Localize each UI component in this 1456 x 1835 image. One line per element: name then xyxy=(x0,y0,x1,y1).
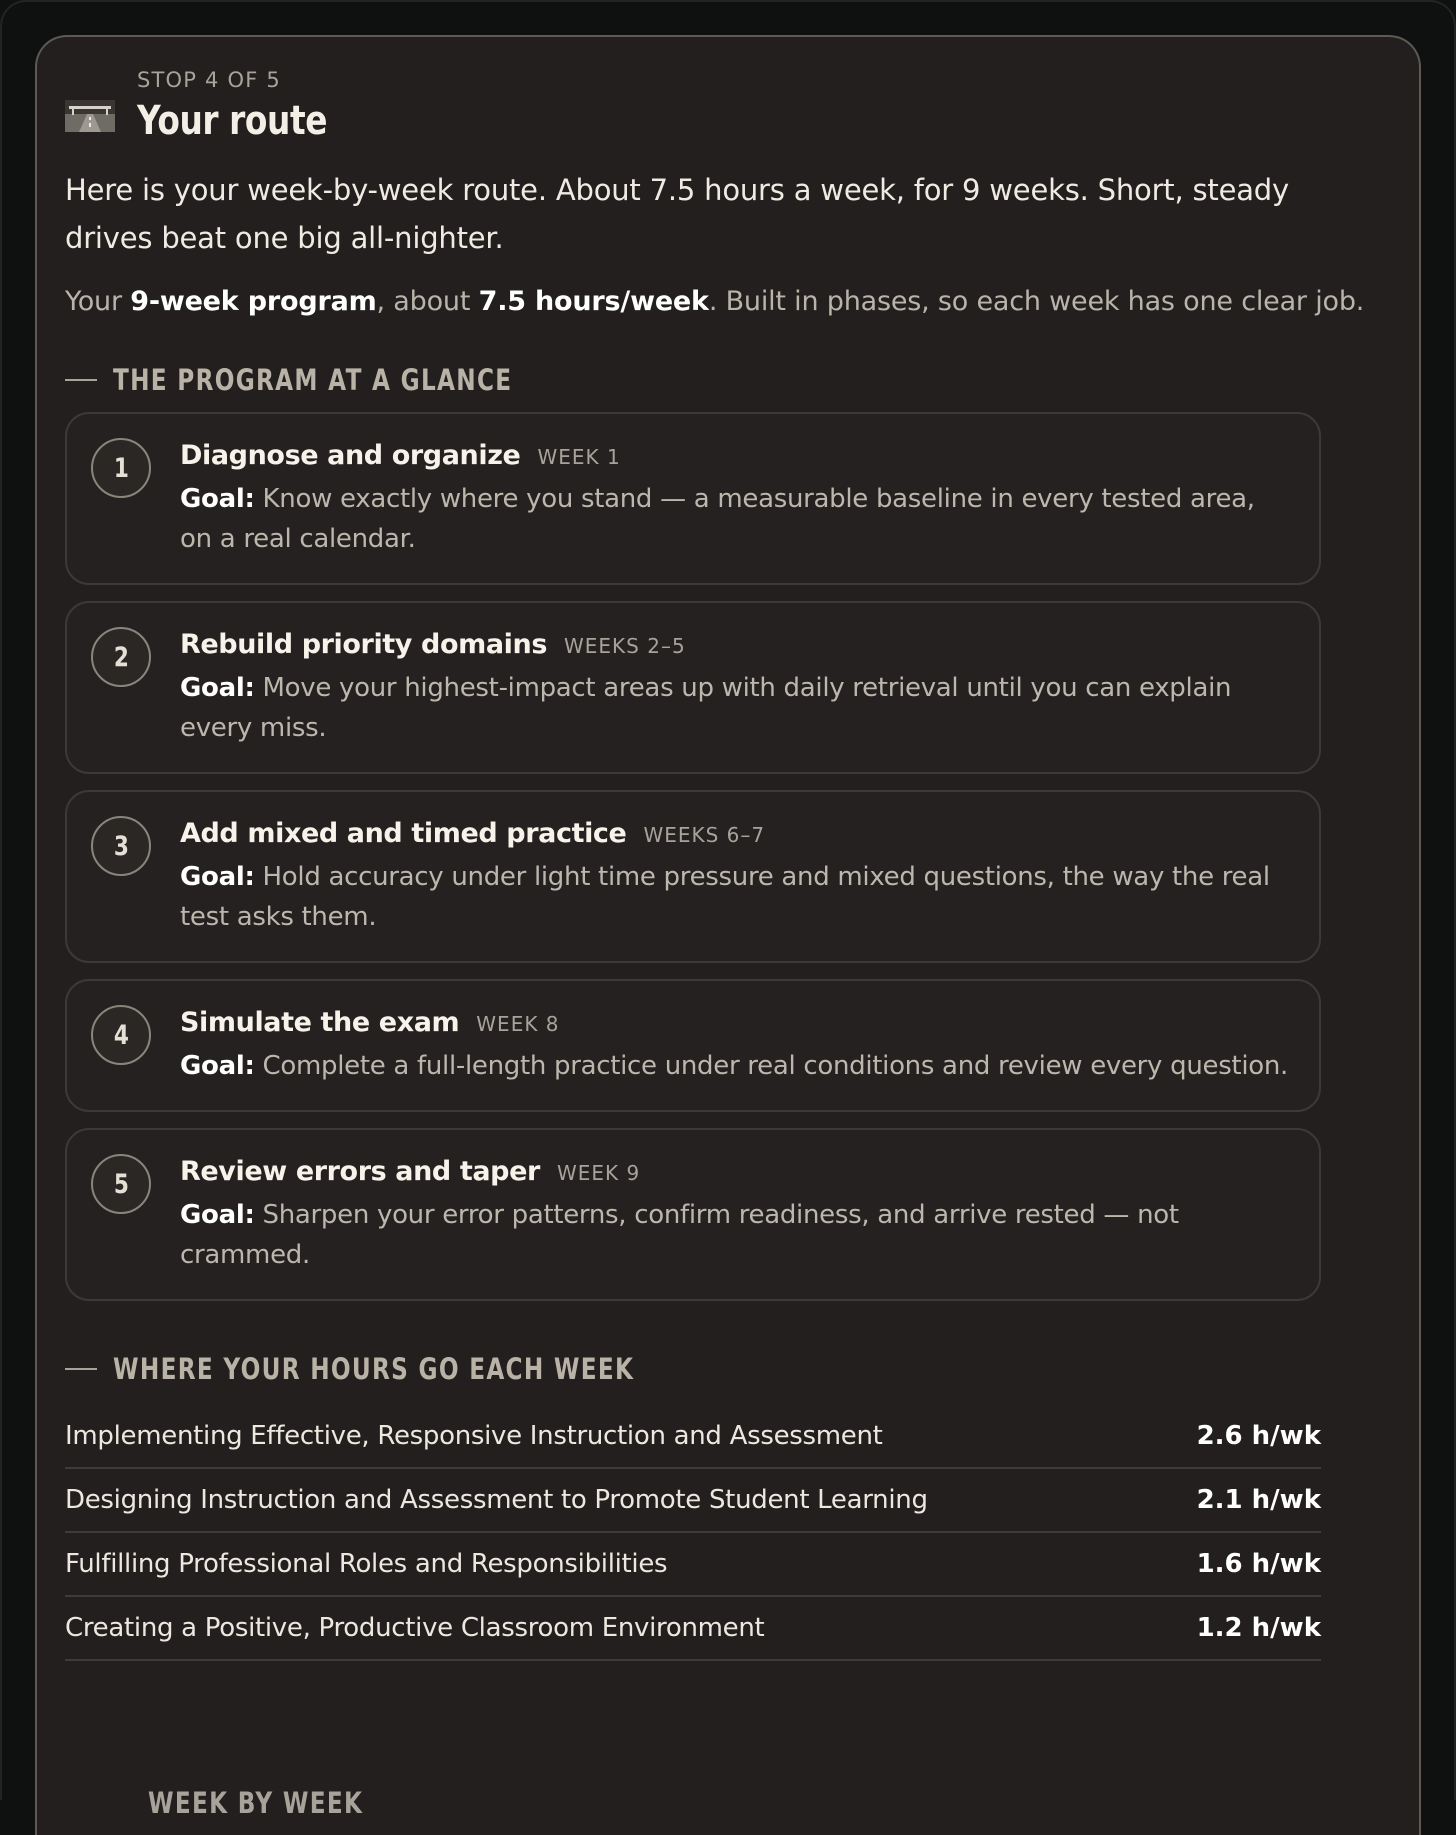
section-dash xyxy=(65,379,97,381)
goal-text: Know exactly where you stand — a measurable baseline in every tested area, on a real calendar. xyxy=(180,484,1255,554)
program-summary xyxy=(65,282,1365,322)
phase-name: Simulate the exam xyxy=(180,1007,460,1038)
table-row xyxy=(65,1533,1321,1597)
hours-table xyxy=(65,1405,1321,1661)
phase-name: Rebuild priority domains xyxy=(180,629,547,660)
route-content xyxy=(65,68,1365,1661)
goal-label: Goal: xyxy=(180,1051,255,1081)
phase-name: Add mixed and timed practice xyxy=(180,818,627,849)
domain-hours: 2.6 h/wk xyxy=(1196,1421,1321,1451)
phase-weeks: WEEKS 2–5 xyxy=(564,634,686,658)
section-dash xyxy=(65,1368,97,1370)
phase-heading xyxy=(180,440,1289,471)
summary-middle: , about xyxy=(376,286,479,317)
phase-card-5 xyxy=(65,1128,1321,1301)
phase-goal xyxy=(180,479,1289,559)
summary-program-length: 9-week program xyxy=(130,286,377,317)
phase-card-1 xyxy=(65,412,1321,585)
goal-text: Complete a full-length practice under real conditions and review every question. xyxy=(262,1051,1289,1081)
goal-text: Sharpen your error patterns, confirm readiness, and arrive rested — not crammed. xyxy=(180,1200,1179,1270)
phase-card-3 xyxy=(65,790,1321,963)
goal-label: Goal: xyxy=(180,673,255,703)
goal-text: Move your highest-impact areas up with daily retrieval until you can explain every miss. xyxy=(180,673,1232,743)
glance-section-heading xyxy=(65,362,1321,398)
table-row xyxy=(65,1469,1321,1533)
hours-section-label: WHERE YOUR HOURS GO EACH WEEK xyxy=(113,1352,635,1386)
phase-heading xyxy=(180,818,1289,849)
phase-heading xyxy=(180,1156,1289,1187)
road-icon xyxy=(65,100,115,132)
phase-weeks: WEEKS 6–7 xyxy=(643,823,766,847)
phase-list xyxy=(65,412,1321,1301)
phase-goal xyxy=(180,1046,1289,1086)
stop-counter: STOP 4 OF 5 xyxy=(137,68,281,92)
phase-card-4 xyxy=(65,979,1321,1112)
phase-weeks: WEEK 8 xyxy=(476,1012,560,1036)
phase-number-badge: 4 xyxy=(91,1005,151,1065)
summary-suffix: . Built in phases, so each week has one clear job. xyxy=(708,286,1365,317)
phase-weeks: WEEK 9 xyxy=(556,1161,641,1185)
phase-weeks: WEEK 1 xyxy=(537,445,621,469)
phase-name: Diagnose and organize xyxy=(180,440,521,471)
hours-section-heading xyxy=(65,1351,1321,1387)
domain-hours: 1.2 h/wk xyxy=(1196,1613,1321,1643)
goal-label: Goal: xyxy=(180,862,255,892)
page-title: Your route xyxy=(137,98,328,144)
phase-number-badge: 3 xyxy=(91,816,151,876)
intro-text: Here is your week-by-week route. About 7.5 hours a week, for 9 weeks. Short, steady drives beat one big all-nighter. xyxy=(65,173,1289,255)
phase-number-badge: 1 xyxy=(91,438,151,498)
goal-label: Goal: xyxy=(180,1200,255,1230)
phase-goal xyxy=(180,1195,1289,1275)
goal-text: Hold accuracy under light time pressure and mixed questions, the way the real test asks them. xyxy=(180,862,1270,932)
summary-weekly-hours: 7.5 hours/week xyxy=(478,286,709,317)
phase-heading xyxy=(180,1007,1289,1038)
phase-number-badge: 2 xyxy=(91,627,151,687)
phase-goal xyxy=(180,857,1289,937)
route-header xyxy=(65,68,1321,158)
phase-goal xyxy=(180,668,1289,748)
phase-number-badge: 5 xyxy=(91,1154,151,1214)
phase-name: Review errors and taper xyxy=(180,1156,540,1187)
domain-name: Creating a Positive, Productive Classroom Environment xyxy=(65,1613,765,1643)
domain-hours: 1.6 h/wk xyxy=(1196,1549,1321,1579)
domain-name: Designing Instruction and Assessment to Promote Student Learning xyxy=(65,1485,928,1515)
table-row xyxy=(65,1405,1321,1469)
domain-name: Fulfilling Professional Roles and Responsibilities xyxy=(65,1549,668,1579)
summary-prefix: Your xyxy=(65,286,131,317)
domain-hours: 2.1 h/wk xyxy=(1196,1485,1321,1515)
glance-section-label: THE PROGRAM AT A GLANCE xyxy=(113,363,513,397)
phase-heading xyxy=(180,629,1289,660)
phase-card-2 xyxy=(65,601,1321,774)
domain-name: Implementing Effective, Responsive Instruction and Assessment xyxy=(65,1421,883,1451)
goal-label: Goal: xyxy=(180,484,255,514)
week-by-week-section-label: WEEK BY WEEK xyxy=(148,1786,364,1820)
table-row xyxy=(65,1597,1321,1661)
